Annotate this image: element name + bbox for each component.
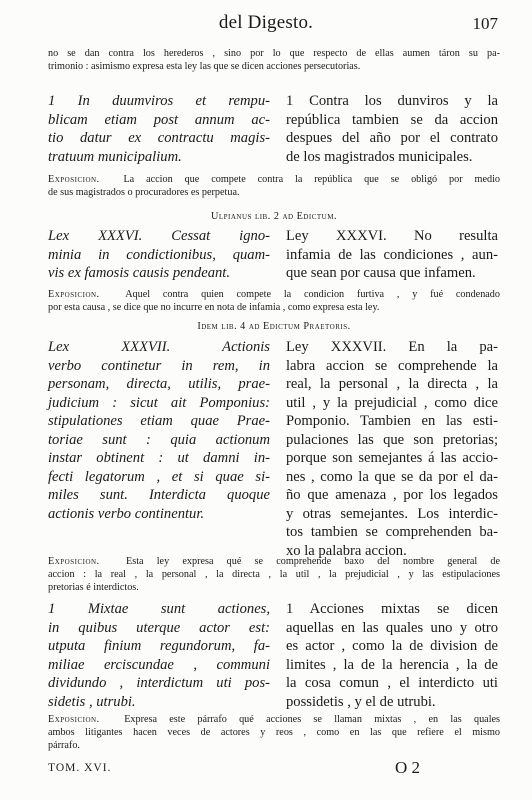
exposicion-label: Exposicion. <box>48 714 100 725</box>
text-line: y otras semejantes. Los interdic- <box>286 505 498 522</box>
text-line: ambos litigantes hacen veces de actores y reos , como en las que refiere el mismo <box>48 727 500 738</box>
exposicion-label: Exposicion. <box>48 174 100 185</box>
spanish-column <box>286 227 498 283</box>
section-heading: Idem lib. 4 ad Edictum Praetoris. <box>197 321 351 332</box>
exposicion-label: Exposicion. <box>48 556 100 567</box>
text-line: no se dan contra los herederos , sino por lo que respecto de ellas aumen táron su pa- <box>48 48 500 59</box>
text-line: limites , la de la herencia , la de <box>286 656 498 673</box>
page-number: 107 <box>472 14 498 33</box>
text-line: miliae erciscundae , communi <box>48 656 270 673</box>
text-line: es actor , como la de division de <box>286 638 498 654</box>
text-line: personam, directa, utilis, prae- <box>48 376 270 392</box>
text-line: Exposicion. Aquel contra quien compete la condicion furtiva , y fué condenado <box>48 289 500 300</box>
text-line: Lex XXXVII. Actionis <box>48 339 270 355</box>
text-line: Exposicion. La accion que compete contra la república que se obligó por medio <box>48 174 500 185</box>
text-line: stipulationes etiam quae Prae- <box>48 413 270 429</box>
latin-column <box>48 92 270 166</box>
text-line: blicam etiam post annum ac- <box>48 111 270 128</box>
text-line: sidetis , utrubi. <box>48 693 136 710</box>
text-line: ño que amenaza , por los legados <box>286 487 498 503</box>
exposicion-paragraph <box>48 173 500 199</box>
text-line: tos tambien se comprehenden ba- <box>286 524 498 540</box>
text-line: actionis verbo continentur. <box>48 505 205 522</box>
spanish-column <box>286 600 498 711</box>
text-line: xo la palabra accion. <box>286 542 407 559</box>
text-line: tratuum municipalium. <box>48 148 182 165</box>
text-line: pretorias é interdictos. <box>48 582 139 593</box>
spanish-column <box>286 338 498 560</box>
exposicion-paragraph <box>48 713 500 752</box>
text-line: despues del año por el contrato <box>286 130 498 146</box>
volume-label: TOM. XVI. <box>48 762 112 774</box>
exposicion-label: Exposicion. <box>48 289 100 300</box>
intro-paragraph <box>48 47 500 73</box>
text-line: Exposicion. Esta ley expresa qué se comprehende baxo del nombre general de <box>48 556 501 567</box>
text-line: verbo continetur in rem, in <box>48 357 270 374</box>
exposicion-paragraph <box>48 288 500 314</box>
exposicion-paragraph <box>48 555 500 594</box>
text-line: Ley XXXVII. En la pa- <box>286 339 498 355</box>
text-line: labra accion se comprehende la <box>286 357 498 374</box>
text-line: que sean por causa que infamen. <box>286 265 476 281</box>
text-line: la cosa comun , el interdicto uti <box>286 675 498 691</box>
text-line: 1 Contra los dunviros y la <box>286 93 498 109</box>
text-line: Pomponio. Tambien en las esti- <box>286 413 498 429</box>
text-line: pulaciones las que son pretorias; <box>286 431 498 448</box>
text-line: Lex XXXVI. Cessat igno- <box>48 228 270 244</box>
text-line: tio datur ex contractu magis- <box>48 130 270 146</box>
text-line: utputa finium regundorum, fa- <box>48 638 270 654</box>
text-line: nes , como la que se da por el da- <box>286 468 498 485</box>
running-header: del Digesto. <box>218 12 314 33</box>
text-line: possidetis , y el de utrubi. <box>286 693 436 710</box>
text-line: miles sunt. Interdicta quoque <box>48 487 270 503</box>
text-line: por esta causa , se dice que no incurre en nota de infamia , como expresa esta ley. <box>48 302 380 313</box>
text-line: accion : la real , la personal , la directa , la util , la prejudicial , y las estipulaciones <box>48 569 500 580</box>
latin-column <box>48 227 270 283</box>
text-line: vis ex famosis causis pendeant. <box>48 265 230 281</box>
text-line: 1 Mixtae sunt actiones, <box>48 601 270 617</box>
section-heading: Ulpianus lib. 2 ad Edictum. <box>210 211 337 222</box>
text-line: de los magistrados municipales. <box>286 148 473 165</box>
spanish-column <box>286 92 498 166</box>
signature-mark: O 2 <box>394 758 420 777</box>
text-line: párrafo. <box>48 740 80 751</box>
text-line: de sus magistrados o procuradores es perpetua. <box>48 187 240 198</box>
text-line: in quibus uterque actor est: <box>48 619 270 636</box>
text-line: dividundo , interdictum uti pos- <box>48 675 270 691</box>
text-line: minia in condictionibus, quam- <box>48 246 270 263</box>
text-line: 1 In duumviros et rempu- <box>48 93 270 109</box>
latin-column <box>48 338 270 523</box>
latin-column <box>48 600 270 711</box>
text-line: instar obtinent : ut damni in- <box>48 450 270 466</box>
text-line: real, la personal , la directa , la <box>286 376 498 392</box>
text-line: toriae sunt : quia actionum <box>48 431 270 448</box>
text-line: judicium : sicut ait Pomponius: <box>48 394 270 411</box>
text-line: trimonio : asimismo expresa esta ley las que se dicen acciones persecutorias. <box>48 61 361 72</box>
text-line: república tambien se da accion <box>286 111 498 128</box>
text-line: 1 Acciones mixtas se dicen <box>286 601 498 617</box>
text-line: infamia de las condiciones , aun- <box>286 246 498 263</box>
text-line: porque son semejantes á las accio- <box>286 450 498 466</box>
text-line: Exposicion. Expresa este párrafo qué acciones se llaman mixtas , en las quales <box>48 714 501 725</box>
text-line: aquellas en las quales uno y otro <box>286 619 498 636</box>
text-line: fecti legatorum , et si quae si- <box>48 468 270 485</box>
text-line: util , y la prejudicial , como dice <box>286 394 498 411</box>
text-line: Ley XXXVI. No resulta <box>286 228 498 244</box>
